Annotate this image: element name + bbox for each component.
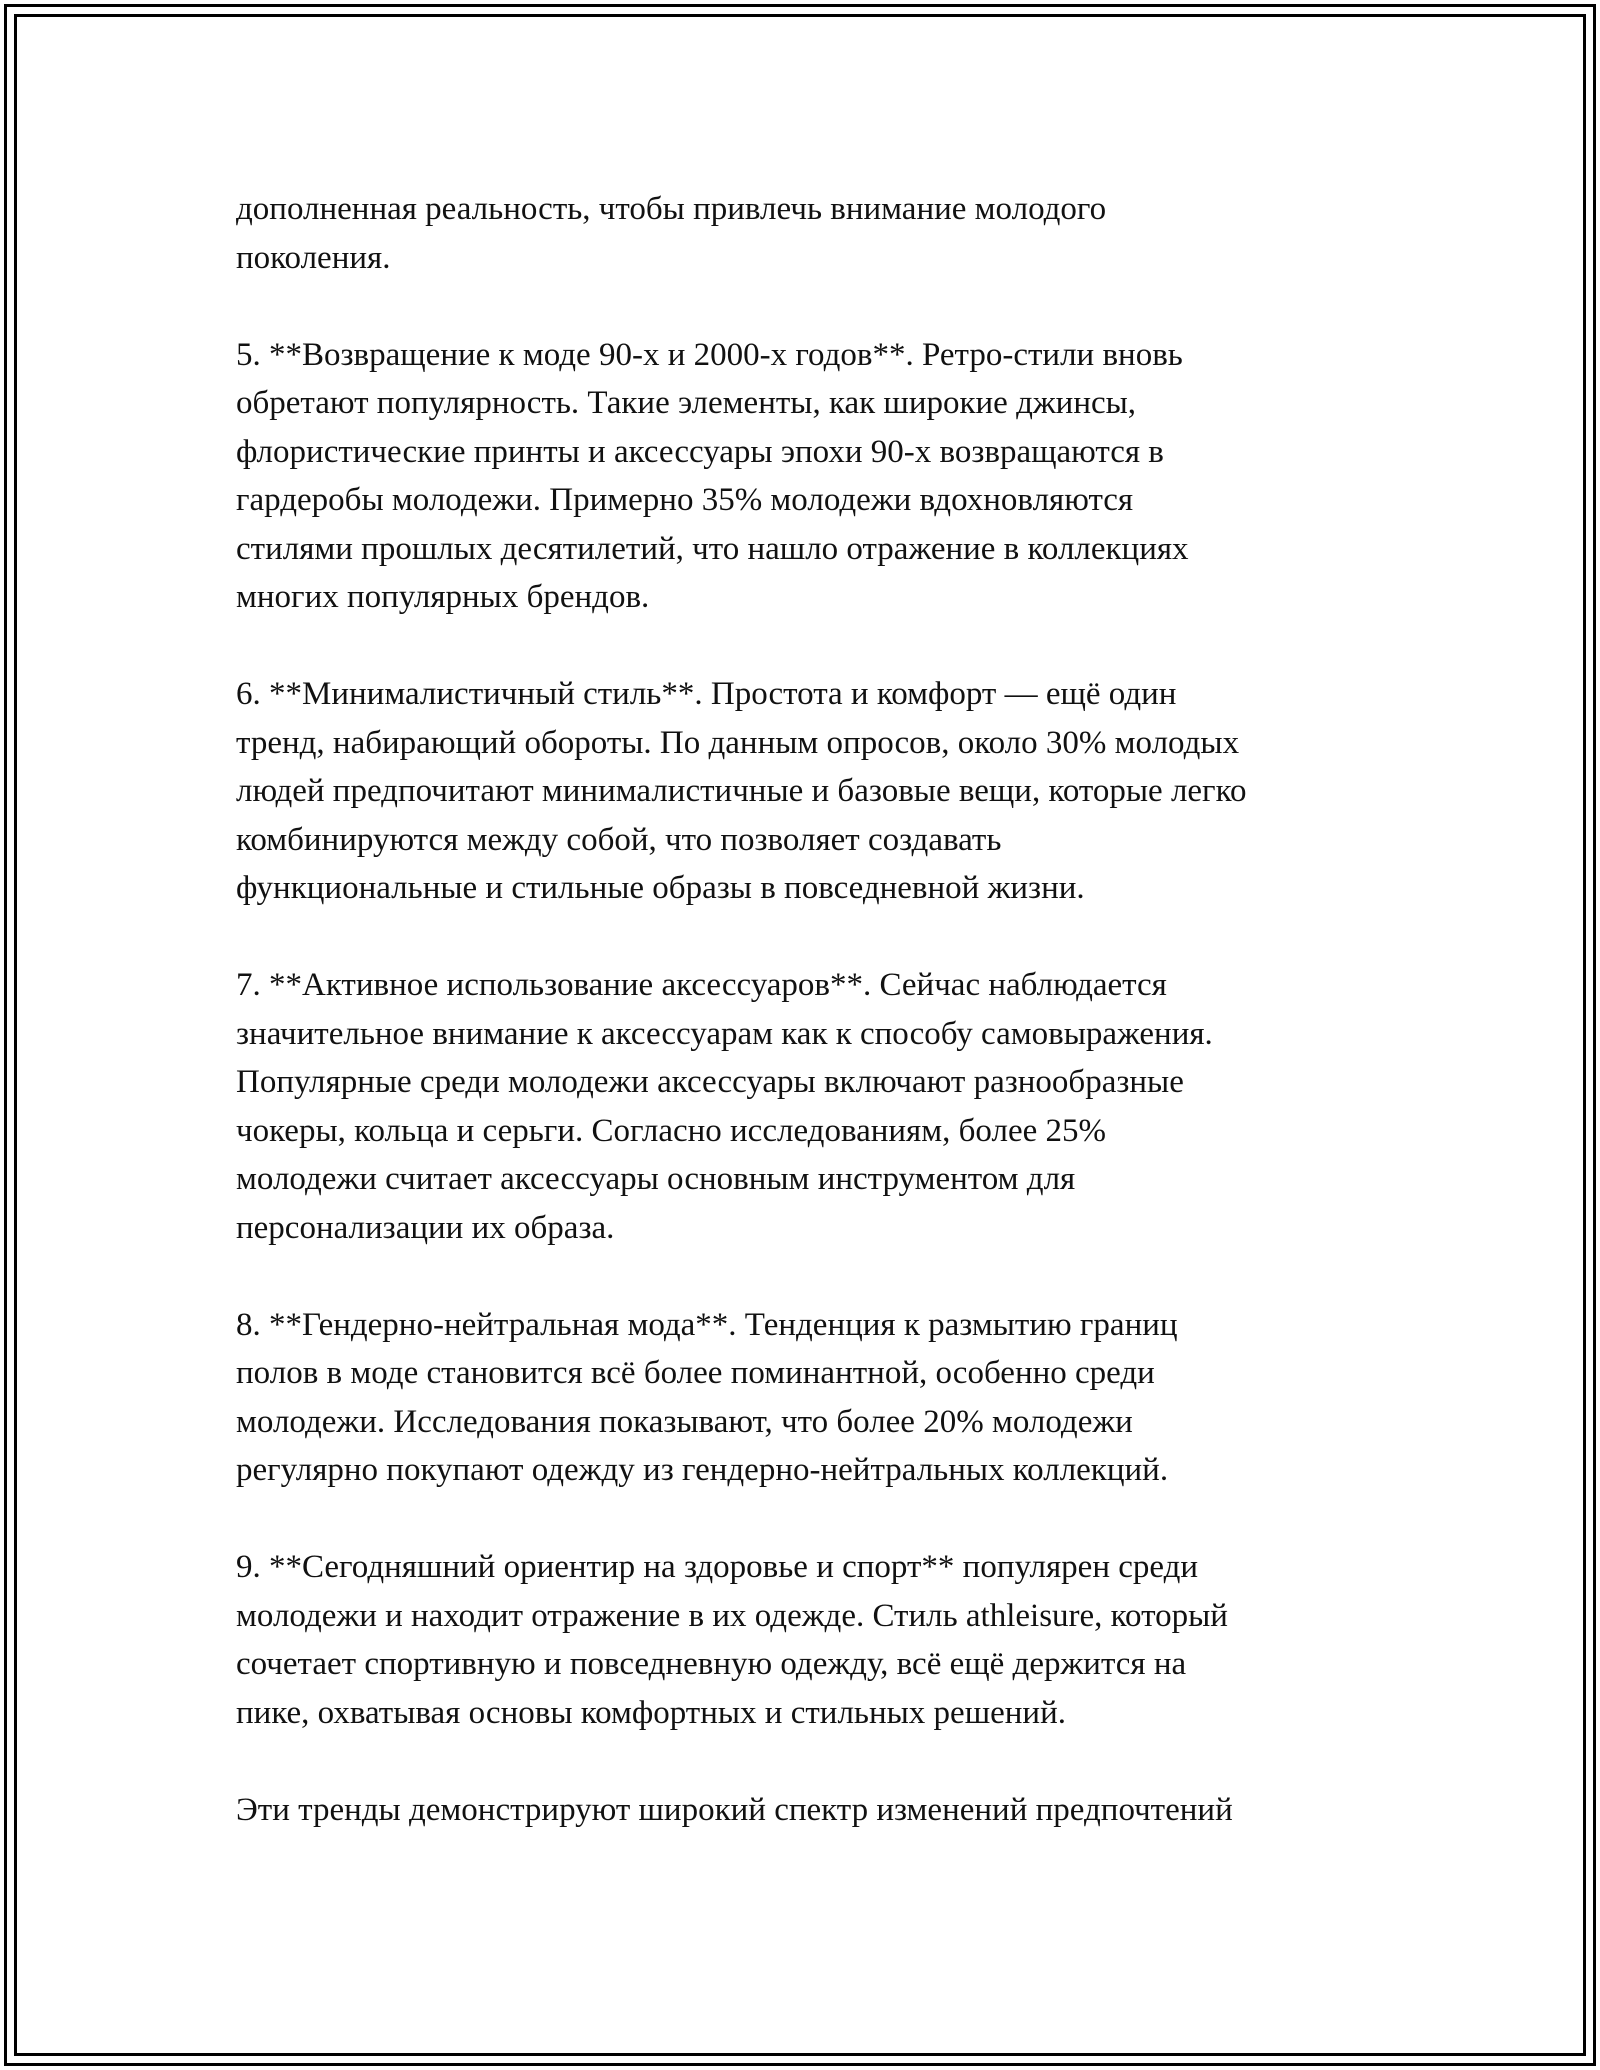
- text-line: гардеробы молодежи. Примерно 35% молодежи вдохновляются: [236, 482, 1134, 518]
- text-line: комбинируются между собой, что позволяет создавать: [236, 821, 1002, 858]
- text-line: 6. **Минималистичный стиль**. Простота и комфорт — ещё один: [236, 676, 1177, 712]
- text-line: людей предпочитают минималистичные и базовые вещи, которые легко: [236, 773, 1247, 809]
- text-line: 8. **Гендерно-нейтральная мода**. Тенденция к размытию границ: [236, 1306, 1178, 1343]
- paragraph-item-8: [236, 1301, 1376, 1495]
- text-line: молодежи считает аксессуары основным инструментом для: [236, 1161, 1076, 1197]
- text-line: пике, охватывая основы комфортных и стильных решений.: [236, 1694, 1066, 1731]
- text-line: сочетает спортивную и повседневную одежду, всё ещё держится на: [236, 1646, 1187, 1682]
- text-line: стилями прошлых десятилетий, что нашло отражение в коллекциях: [236, 530, 1189, 567]
- text-line: 9. **Сегодняшний ориентир на здоровье и спорт** популярен среди: [236, 1549, 1199, 1585]
- text-line: персонализации их образа.: [236, 1209, 615, 1246]
- paragraph-item-9: [236, 1543, 1376, 1737]
- text-line: дополненная реальность, чтобы привлечь внимание молодого: [236, 191, 1107, 227]
- text-line: флористические принты и аксессуары эпохи 90-х возвращаются в: [236, 433, 1164, 470]
- document-body: [236, 185, 1376, 1883]
- text-line: Популярные среди молодежи аксессуары включают разнообразные: [236, 1064, 1184, 1100]
- paragraph-conclusion: [236, 1786, 1376, 1835]
- text-line: обретают популярность. Такие элементы, как широкие джинсы,: [236, 385, 1137, 421]
- text-line: регулярно покупают одежду из гендерно-нейтральных коллекций.: [236, 1452, 1169, 1488]
- text-line: тренд, набирающий обороты. По данным опросов, около 30% молодых: [236, 724, 1240, 761]
- text-line: молодежи. Исследования показывают, что более 20% молодежи: [236, 1403, 1133, 1440]
- paragraph-item-5: [236, 331, 1376, 622]
- text-line: 7. **Активное использование аксессуаров**. Сейчас наблюдается: [236, 967, 1167, 1003]
- text-line: 5. **Возвращение к моде 90-х и 2000-х годов**. Ретро-стили вновь: [236, 336, 1183, 373]
- text-line: поколения.: [236, 239, 391, 276]
- text-line: молодежи и находит отражение в их одежде. Стиль athleisure, который: [236, 1597, 1228, 1634]
- text-line: значительное внимание к аксессуарам как к способу самовыражения.: [236, 1015, 1213, 1052]
- paragraph-item-6: [236, 670, 1376, 913]
- text-line: функциональные и стильные образы в повседневной жизни.: [236, 870, 1085, 906]
- text-line: многих популярных брендов.: [236, 579, 650, 615]
- text-line: Эти тренды демонстрируют широкий спектр изменений предпочтений: [236, 1791, 1233, 1828]
- text-line: полов в моде становится всё более поминантной, особенно среди: [236, 1355, 1155, 1391]
- paragraph-intro-continuation: [236, 185, 1376, 282]
- text-line: чокеры, кольца и серьги. Согласно исследованиям, более 25%: [236, 1112, 1106, 1149]
- paragraph-item-7: [236, 961, 1376, 1252]
